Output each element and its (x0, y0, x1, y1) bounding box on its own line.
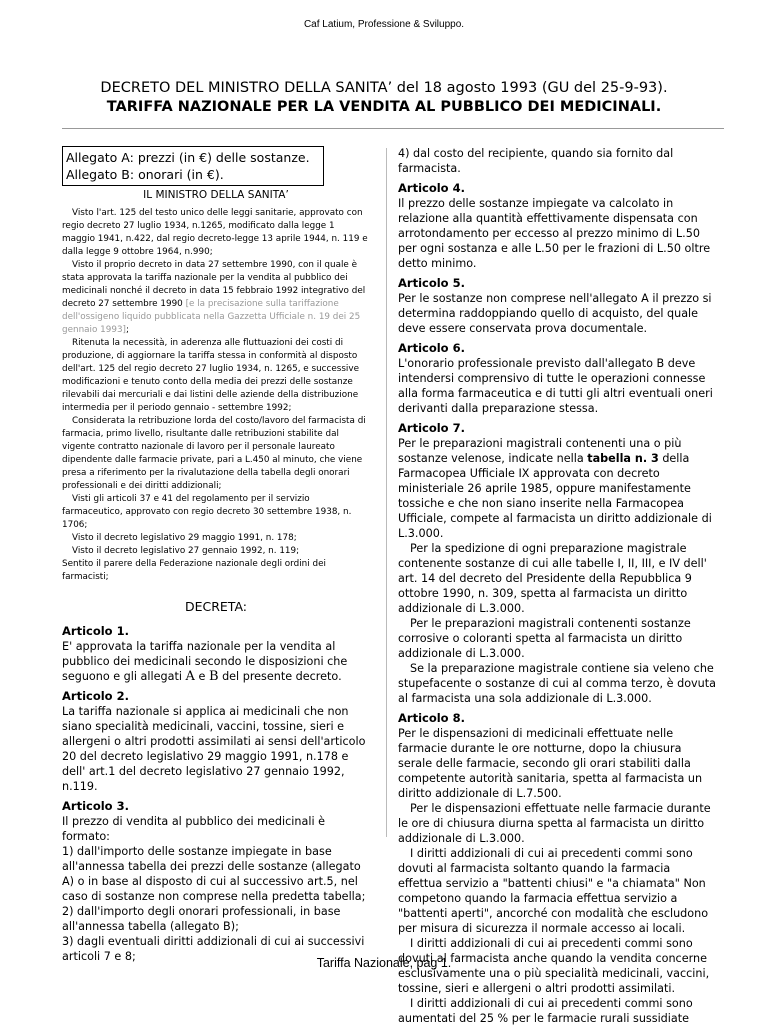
preamble-paragraph: Visto il proprio decreto in data 27 settembre 1990, con il quale è stata approvata la tariffa nazionale per la vendita al pubblico dei medicinali nonché il decreto in data 15 febbraio 1992 integrativo del decreto 27 settembre 1990 [e la precisazione sulla tariffazione dell'ossigeno liquido pubblicata nella Gazzetta Ufficiale n. 19 dei 25 gennaio 1993]; (62, 260, 366, 335)
article-title: Articolo 6. (398, 341, 465, 355)
title-rule (62, 128, 724, 129)
page-header: Caf Latium, Professione & Sviluppo. (303, 19, 465, 30)
article-paragraph: I diritti addizionali di cui ai precedenti commi sono dovuti al farmacista soltanto quando la farmacia effettua servizio a "battenti chiusi" e "a chiamata" Non competono quando la farmacia effettua servizio a "battenti aperti", ancorché con modalità che escludono per misura di sicurezza il normale accesso ai locali. (398, 847, 709, 935)
article-paragraph: Per le preparazioni magistrali contenenti sostanze corrosive o coloranti spetta al farmacista un diritto addizionale di L.3.000. (398, 617, 691, 660)
article (62, 689, 370, 794)
article-title: Articolo 4. (398, 181, 465, 195)
article-paragraph: I diritti addizionali di cui ai precedenti commi sono dovuti al farmacista anche quando la vendita concerne esclusivamente una o più specialità medicinali, vaccini, tossine, sieri e allergeni o altri prodotti assimilati. (398, 937, 710, 995)
article-title: Articolo 1. (62, 624, 129, 638)
article-title: Articolo 2. (62, 689, 129, 703)
tabella-reference: tabella n. 3 (587, 452, 659, 465)
preamble (62, 207, 370, 584)
decree-title: DECRETO DEL MINISTRO DELLA SANITA’ del 18 agosto 1993 (GU del 25-9-93). (100, 80, 668, 96)
article-paragraph: La tariffa nazionale si applica ai medicinali che non siano specialità medicinali, vaccini, tossine, sieri e allergeni o altri prodotti assimilati ai sensi dell'articolo 20 del decreto legislativo 29 maggio 1991, n.178 e dell' art.1 del decreto legislativo 27 gennaio 1992, n.119. (62, 705, 366, 793)
article-paragraph: Per le preparazioni magistrali contenenti una o più sostanze velenose, indicate nella tabella n. 3 della Farmacopea Ufficiale IX approvata con decreto ministeriale 26 aprile 1985, oppure manifestamente tossiche e che non siano inserite nella Farmacopea Ufficiale, compete al farmacista un diritto addizionale di L.3.000. (398, 437, 712, 540)
article-title: Articolo 3. (62, 799, 129, 813)
article (398, 711, 716, 1026)
article (398, 341, 716, 416)
left-column (62, 146, 370, 969)
article-paragraph: Per le dispensazioni effettuate nelle farmacie durante le ore di chiusura diurna spetta al farmacista un diritto addizionale di L.3.000. (398, 802, 711, 845)
article (62, 624, 370, 684)
preamble-paragraph: Visto il decreto legislativo 29 maggio 1991, n. 178; (72, 533, 297, 543)
article (62, 799, 370, 964)
preamble-paragraph: Visto il decreto legislativo 27 gennaio 1992, n. 119; (72, 546, 300, 556)
article-title: Articolo 7. (398, 421, 465, 435)
article (398, 181, 716, 271)
articles-right (398, 181, 716, 1026)
preamble-paragraph: Sentito il parere della Federazione nazionale degli ordini dei farmacisti; (62, 559, 326, 582)
decree-subtitle: TARIFFA NAZIONALE PER LA VENDITA AL PUBBLICO DEI MEDICINALI. (106, 99, 662, 115)
article-paragraph: Per la spedizione di ogni preparazione magistrale contenente sostanze di cui alle tabelle I, II, III, e IV dell' art. 14 del decreto del Presidente della Repubblica 9 ottobre 1990, n. 309, spetta al farmacista un diritto addizionale di L.3.000. (398, 542, 707, 615)
article-paragraph: E' approvata la tariffa nazionale per la vendita al pubblico dei medicinali secondo le disposizioni che seguono e gli allegati A e B del presente decreto. (62, 640, 348, 684)
article (398, 276, 716, 336)
article-title: Articolo 5. (398, 276, 465, 290)
preamble-paragraph: Ritenuta la necessità, in aderenza alle fluttuazioni dei costi di produzione, di aggiornare la tariffa stessa in conformità al disposto dell'art. 125 del regio decreto 27 luglio 1934, n. 1265, e successive modificazioni e tenuto conto della media dei prezzi delle sostanze rilevabili dai mercuriali e dai listini delle aziende della distribuzione intermedia per il periodo gennaio - settembre 1992; (62, 338, 359, 413)
ministro-heading: IL MINISTRO DELLA SANITA’ (143, 189, 289, 201)
articles-left (62, 624, 370, 964)
article-paragraph: Il prezzo delle sostanze impiegate va calcolato in relazione alla quantità effettivamente dispensata con arrotondamento per eccesso al prezzo minimo di L.50 per ogni sostanza e alle L.50 per le frazioni di L.50 oltre detto minimo. (398, 197, 711, 270)
article-paragraph: 1) dall'importo delle sostanze impiegate in base all'annessa tabella dei prezzi delle sostanze (allegato A) o in base al disposto di cui al successivo art.5, nel caso di sostanze non comprese nella predetta tabella; (62, 845, 366, 903)
allegati-box (62, 146, 324, 186)
allegato-a: Allegato A: prezzi (in €) delle sostanze. (66, 150, 310, 165)
allegato-letter: A (185, 669, 195, 684)
preamble-paragraph: Visti gli articoli 37 e 41 del regolamento per il servizio farmaceutico, approvato con regio decreto 30 settembre 1938, n. 1706; (62, 494, 352, 530)
preamble-paragraph: Considerata la retribuzione lorda del costo/lavoro del farmacista di farmacia, primo livello, risultante dalle retribuzioni stabilite dal vigente contratto nazionale di lavoro per il personale laureato dipendente dalle farmacie private, pari a L.450 al minuto, che viene presa a riferimento per la rivalutazione della tabella degli onorari professionali e dei diritti addizionali; (62, 416, 366, 491)
article-title: Articolo 8. (398, 711, 465, 725)
article-paragraph: I diritti addizionali di cui ai precedenti commi sono aumentati del 25 % per le farmacie rurali sussidiate (398, 997, 693, 1025)
decreta-heading: DECRETA: (184, 599, 248, 614)
allegato-b: Allegato B: onorari (in €). (66, 167, 224, 182)
preamble-paragraph: Visto l'art. 125 del testo unico delle leggi sanitarie, approvato con regio decreto 27 luglio 1934, n.1265, modificato dalla legge 1 maggio 1941, n.422, dal regio decreto-legge 13 aprile 1944, n. 119 e dalla legge 9 ottobre 1964, n.990; (62, 208, 368, 257)
page-footer: Tariffa Nazionale, pag 1. (316, 956, 452, 970)
preamble-note: [e la precisazione sulla tariffazione dell'ossigeno liquido pubblicata nella Gazzetta Ufficiale n. 19 dei 25 gennaio 1993] (62, 299, 361, 335)
article-paragraph: Per le sostanze non comprese nell'allegato A il prezzo si determina raddoppiando quello di acquisto, del quale deve essere conservata prova documentale. (398, 292, 712, 335)
article-paragraph: Per le dispensazioni di medicinali effettuate nelle farmacie durante le ore notturne, dopo la chiusura serale delle farmacie, secondo gli orari stabiliti dalla competente autorità sanitaria, spetta al farmacista un diritto addizionale di L.7.500. (398, 727, 703, 800)
column-divider (386, 148, 387, 837)
article-paragraph: L'onorario professionale previsto dall'allegato B deve intendersi comprensivo di tutte le operazioni connesse alla forma farmaceutica e di tutti gli altri eventuali oneri derivanti dalla preparazione stessa. (398, 357, 713, 415)
allegato-letter: B (208, 669, 219, 684)
article-paragraph: 2) dall'importo degli onorari professionali, in base all'annessa tabella (allegato B); (62, 905, 341, 933)
art3-item4: 4) dal costo del recipiente, quando sia fornito dal farmacista. (398, 147, 674, 175)
right-column (398, 146, 716, 1031)
article-paragraph: Se la preparazione magistrale contiene sia veleno che stupefacente o sostanze di cui al comma terzo, è dovuta al farmacista una sola addizionale di L.3.000. (398, 662, 717, 705)
article-paragraph: Il prezzo di vendita al pubblico dei medicinali è formato: (62, 815, 325, 843)
article (398, 421, 716, 706)
article-paragraph: 3) dagli eventuali diritti addizionali di cui ai successivi articoli 7 e 8; (62, 935, 365, 963)
